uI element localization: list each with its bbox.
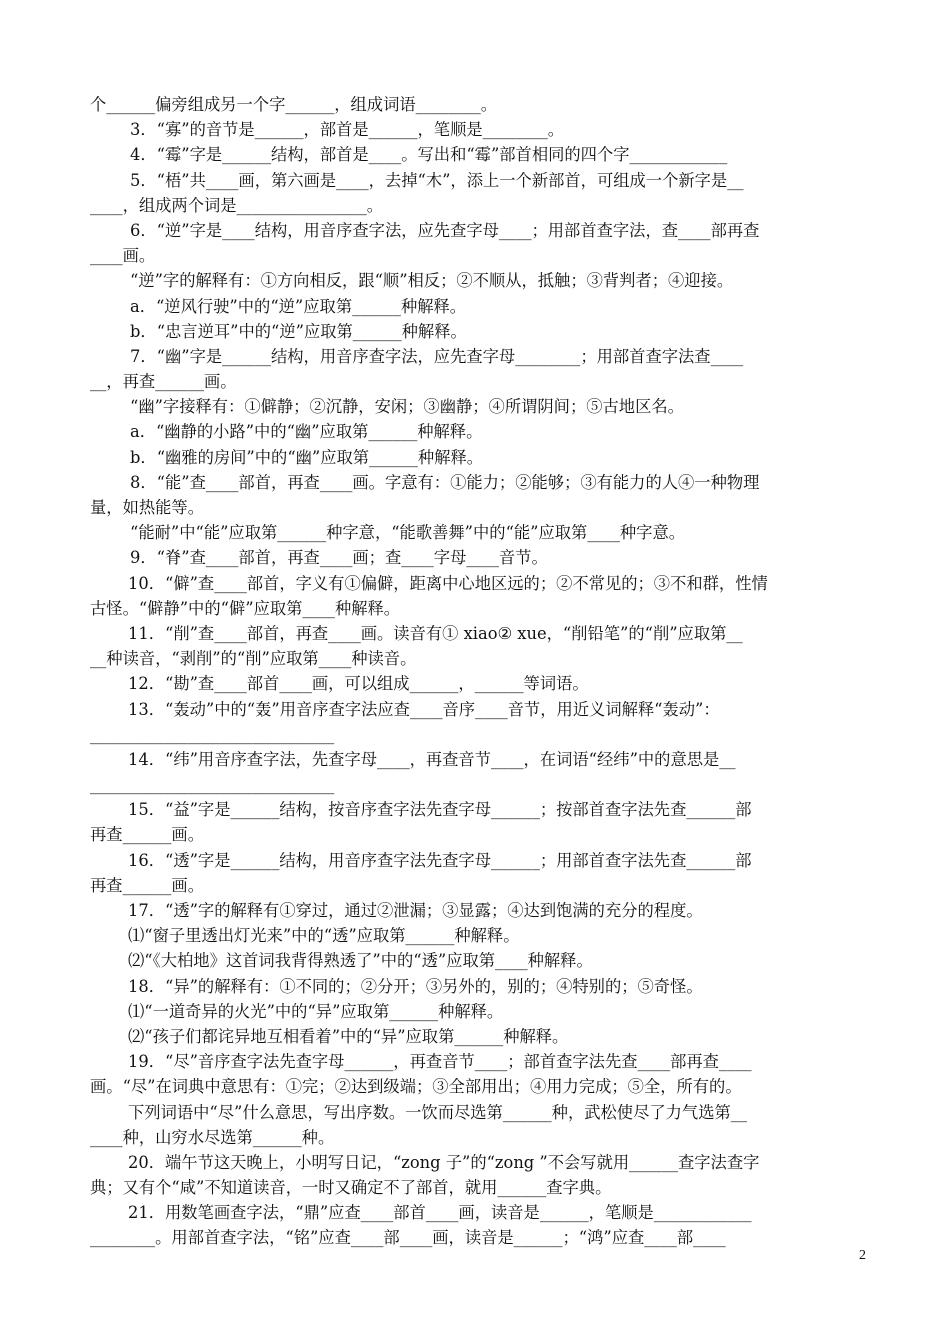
text-line: 古怪。“僻静”中的“僻”应取第____种解释。 (90, 598, 401, 618)
text-line: 12．“勘”查____部首____画，可以组成______，______等词语。 (128, 674, 589, 694)
text-line: 17．“透”字的解释有①穿过，通过②泄漏；③显露；④达到饱满的充分的程度。 (128, 901, 703, 920)
text-line: 11．“削”查____部首，再查____画。读音有① xiao② xue，“削铅笔”的“削”应取第__ (128, 623, 743, 643)
text-line: b．“幽雅的房间”中的“幽”应取第______种解释。 (130, 447, 484, 467)
text-line: 15．“益”字是______结构，按音序查字法先查字母______；按部首查字法先查______部 (128, 800, 752, 820)
text-line: 7．“幽”字是______结构，用音序查字法，应先查字母________；用部首查字法查____ (130, 346, 744, 366)
text-line: 8．“能”查____部首，再查____画。字意有：①能力；②能够；③有能力的人④一种物理 (130, 472, 760, 492)
text-line: 21．用数笔画查字法，“鼎”应查____部首____画，读音是______，笔顺是____________ (128, 1203, 752, 1223)
text-line: a．“幽静的小路”中的“幽”应取第______种解释。 (130, 422, 483, 442)
text-line: ____画。 (90, 246, 156, 266)
text-line: ⑴“窗子里透出灯光来”中的“透”应取第______种解释。 (128, 926, 520, 946)
text-line: 14．“纬”用音序查字法，先查字母____，再查音节____，在词语“经纬”中的意思是__ (128, 749, 736, 769)
page-number: 2 (859, 1248, 866, 1263)
text-line: a．“逆风行驶”中的“逆”应取第______种解释。 (130, 296, 467, 316)
text-line: __种读音，“剥削”的“削”应取第____种读音。 (90, 649, 417, 669)
text-line: __，再查______画。 (90, 372, 237, 392)
text-line: 13．“轰动”中的“轰”用音序查字法应查____音序____音节，用近义词解释“轰动”： (128, 699, 720, 719)
text-line: 20．端午节这天晚上，小明写日记，“zong 子”的“zong ”不会写就用______查字法查字 (128, 1152, 760, 1172)
text-line: ____，组成两个词是________________。 (90, 195, 384, 215)
text-line: ______________________________ (90, 724, 335, 744)
text-line: 9．“脊”查____部首，再查____画；查____字母____音节。 (130, 548, 548, 568)
text-line: 3．“寡”的音节是______，部首是______，笔顺是________。 (130, 120, 565, 140)
text-line: 再查______画。 (90, 875, 204, 895)
text-line: 个______偏旁组成另一个字______，组成词语________。 (90, 95, 498, 114)
text-line: ⑴“一道奇异的火光”中的“异”应取第______种解释。 (128, 1001, 504, 1021)
text-line: ____种，山穷水尽选第______种。 (90, 1127, 335, 1147)
text-line: “能耐”中“能”应取第______种字意，“能歌善舞”中的“能”应取第____种字意。 (130, 523, 686, 543)
text-line: 4．“霉”字是______结构，部首是____。写出和“霉”部首相同的四个字____________ (130, 145, 728, 165)
text-line: ________。用部首查字法，“铭”应查____部____画，读音是______；“鸿”应查____部____ (90, 1228, 726, 1248)
text-line: ⑵“《大柏地》这首词我背得熟透了”中的“透”应取第____种解释。 (128, 951, 593, 971)
text-line: 量，如热能等。 (90, 498, 204, 517)
text-line: “逆”字的解释有：①方向相反，跟“顺”相反；②不顺从，抵触；③背判者；④迎接。 (130, 271, 734, 291)
text-line: ⑵“孩子们都诧异地互相看着”中的“异”应取第______种解释。 (128, 1026, 569, 1046)
text-line: 19．“尽”音序查字法先查字母______，再查音节____；部首查字法先查____部再查____ (128, 1052, 752, 1072)
exercise-text (90, 92, 860, 1251)
text-line: 下列词语中“尽”什么意思，写出序数。一饮而尽选第______种，武松使尽了力气选第__ (128, 1102, 748, 1122)
text-line: ______________________________ (90, 775, 335, 795)
text-line: 5．“梧”共____画，第六画是____，去掉“木”，添上一个新部首，可组成一个新字是__ (130, 170, 744, 190)
text-line: 典；又有个“咸”不知道读音，一时又确定不了部首，就用______查字典。 (90, 1178, 612, 1198)
text-line: 16．“透”字是______结构，用音序查字法先查字母______；用部首查字法先查______部 (128, 850, 752, 870)
text-line: 6．“逆”字是____结构，用音序查字法，应先查字母____；用部首查字法，查____部再查 (130, 220, 760, 240)
text-line: “幽”字接释有：①僻静；②沉静，安闲；③幽静；④所谓阴间；⑤古地区名。 (130, 397, 684, 417)
text-line: 18．“异”的解释有：①不同的；②分开；③另外的，别的；④特别的；⑤奇怪。 (128, 976, 703, 996)
text-line: 10．“僻”查____部首，字义有①偏僻，距离中心地区远的；②不常见的；③不和群，性情 (128, 573, 768, 593)
text-line: 再查______画。 (90, 825, 204, 845)
text-line: 画。“尽”在词典中意思有：①完；②达到级端；③全部用出；④用力完成；⑤全，所有的。 (90, 1077, 742, 1097)
text-line: b．“忠言逆耳”中的“逆”应取第______种解释。 (130, 321, 467, 341)
